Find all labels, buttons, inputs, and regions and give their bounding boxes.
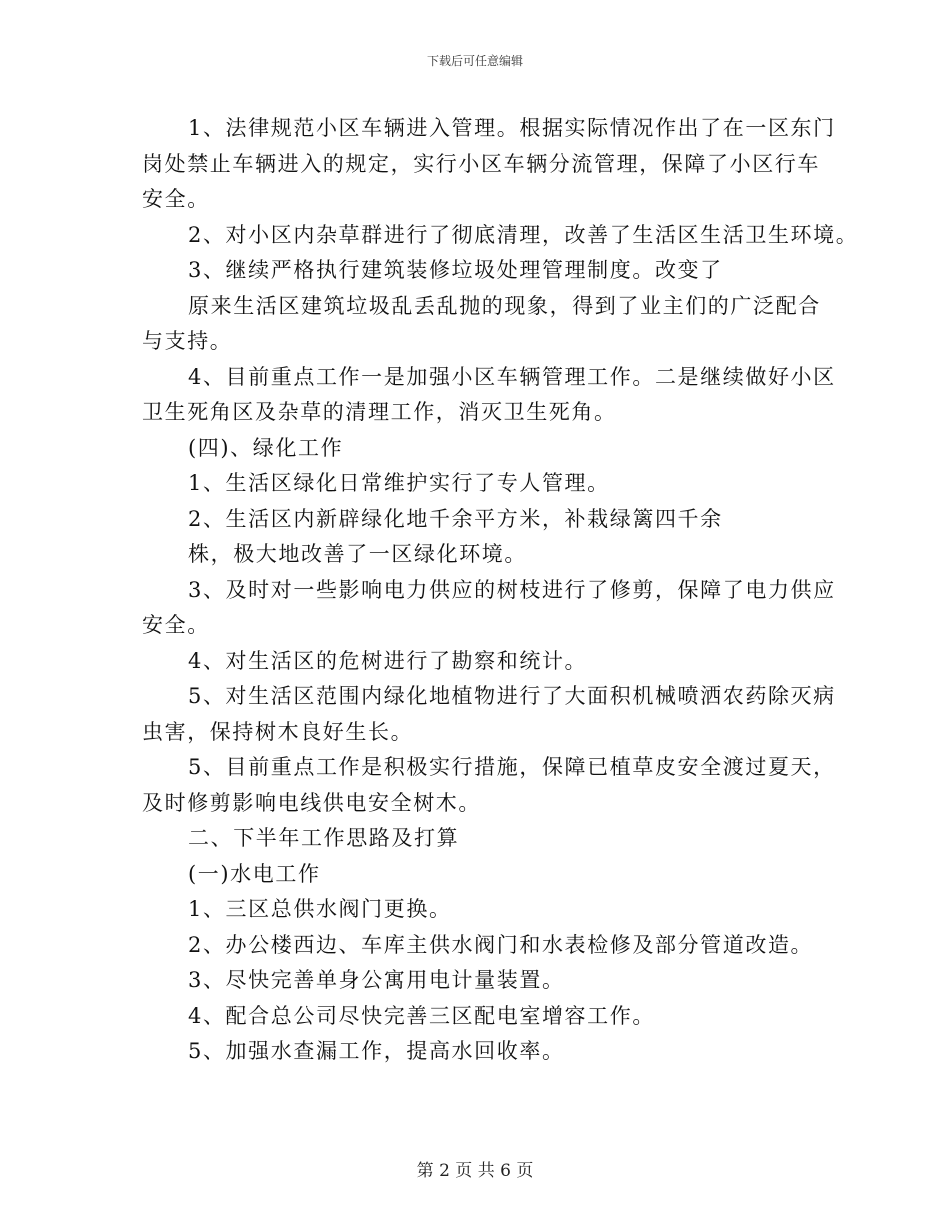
page-header: 下载后可任意编辑 xyxy=(426,54,523,68)
text-line: 5、加强水查漏工作，提高水回收率。 xyxy=(188,1039,565,1063)
text-line: 岗处禁止车辆进入的规定，实行小区车辆分流管理，保障了小区行车 xyxy=(142,151,820,176)
text-line: 5、对生活区范围内绿化地植物进行了大面积机械喷洒农药除灭病 xyxy=(188,684,836,708)
text-line: 3、尽快完善单身公寓用电计量装置。 xyxy=(188,968,565,992)
text-line: 与支持。 xyxy=(142,329,233,353)
document-body xyxy=(142,111,859,1070)
text-line: 1、法律规范小区车辆进入管理。根据实际情况作出了在一区东门 xyxy=(188,116,836,140)
text-line: 1、生活区绿化日常维护实行了专人管理。 xyxy=(188,471,610,495)
text-line: (四)、绿化工作 xyxy=(188,435,344,460)
text-line: 株，极大地改善了一区绿化环境。 xyxy=(188,542,527,566)
text-line: 3、及时对一些影响电力供应的树枝进行了修剪，保障了电力供应 xyxy=(188,577,836,602)
page-number: 第 2 页 共 6 页 xyxy=(416,1161,534,1181)
text-line: 1、三区总供水阀门更换。 xyxy=(188,897,452,921)
text-line: 虫害，保持树木良好生长。 xyxy=(142,719,414,744)
text-line: 2、对小区内杂草群进行了彻底清理，改善了生活区生活卫生环境。 xyxy=(188,222,859,247)
text-line: 安全。 xyxy=(142,613,210,637)
text-line: 5、目前重点工作是积极实行措施，保障已植草皮安全渡过夏天， xyxy=(188,755,836,779)
text-line: 原来生活区建筑垃圾乱丢乱抛的现象，得到了业主们的广泛配合 xyxy=(188,293,821,318)
text-line: 2、办公楼西边、车库主供水阀门和水表检修及部分管道改造。 xyxy=(188,932,814,957)
text-line: 卫生死角区及杂草的清理工作，消灭卫生死角。 xyxy=(142,400,617,424)
text-line: 二、下半年工作思路及打算 xyxy=(188,826,460,850)
text-line: 4、对生活区的危树进行了勘察和统计。 xyxy=(188,648,588,673)
text-line: 2、生活区内新辟绿化地千余平方米，补栽绿篱四千余 xyxy=(188,506,723,531)
text-line: (一)水电工作 xyxy=(188,861,321,886)
text-line: 及时修剪影响电线供电安全树木。 xyxy=(142,790,481,815)
text-line: 3、继续严格执行建筑装修垃圾处理管理制度。改变了 xyxy=(188,258,723,282)
text-line: 安全。 xyxy=(142,187,210,211)
text-line: 4、目前重点工作一是加强小区车辆管理工作。二是继续做好小区 xyxy=(188,364,836,389)
text-line: 4、配合总公司尽快完善三区配电室增容工作。 xyxy=(188,1003,655,1028)
